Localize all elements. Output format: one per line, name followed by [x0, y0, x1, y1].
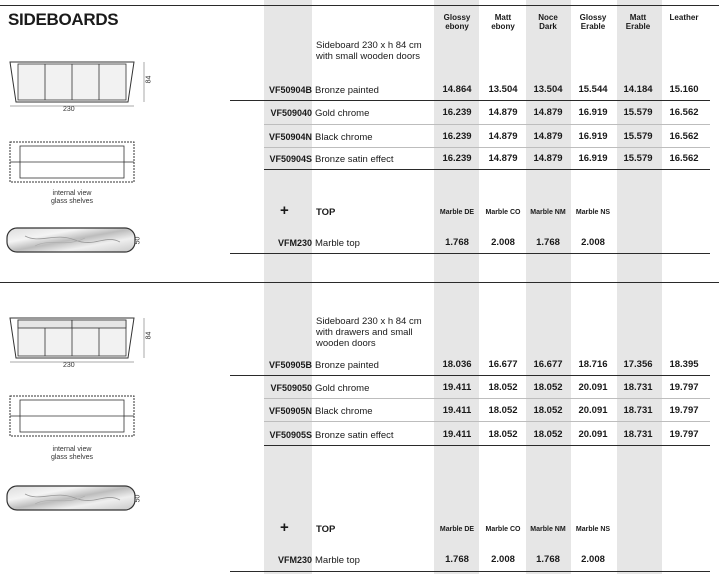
- price-cell: 20.091: [578, 429, 608, 440]
- price-cell: 16.562: [669, 131, 699, 142]
- product-code: VF50904B: [268, 85, 312, 95]
- row-divider: [264, 147, 710, 148]
- price-cell: 20.091: [578, 382, 608, 393]
- price-cell: 1.768: [445, 237, 469, 248]
- price-cell: 18.052: [488, 405, 518, 416]
- col-header-glossy-ebony: Glossy ebony: [443, 13, 471, 31]
- marble-top-drawing: [5, 484, 137, 512]
- price-cell: 14.864: [442, 84, 472, 95]
- finish-label: Bronze satin effect: [315, 154, 394, 165]
- price-cell: 18.052: [533, 405, 563, 416]
- price-cell: 14.879: [488, 131, 518, 142]
- price-cell: 18.052: [488, 429, 518, 440]
- product-code: VF509050: [270, 383, 312, 393]
- col-header-matt-erable: Matt Erable: [625, 13, 651, 31]
- row-divider: [264, 398, 710, 399]
- price-cell: 14.184: [623, 84, 653, 95]
- row-divider: [264, 124, 710, 125]
- price-cell: 16.919: [578, 131, 608, 142]
- price-cell: 15.544: [578, 84, 608, 95]
- finish-label: Marble top: [315, 238, 360, 249]
- price-cell: 16.562: [669, 107, 699, 118]
- finish-label: Black chrome: [315, 406, 373, 417]
- price-cell: 15.579: [623, 131, 653, 142]
- price-cell: 18.731: [623, 429, 653, 440]
- col-header-matt-ebony: Matt ebony: [491, 13, 515, 31]
- price-cell: 14.879: [533, 153, 563, 164]
- price-cell: 13.504: [533, 84, 563, 95]
- page-title: SIDEBOARDS: [8, 10, 119, 29]
- price-cell: 16.562: [669, 153, 699, 164]
- marble-header: Marble CO: [485, 526, 521, 533]
- top-height-dimension: 50: [134, 236, 142, 245]
- top-rule: [0, 5, 719, 6]
- price-cell: 18.716: [578, 359, 608, 370]
- marble-header: Marble NS: [575, 526, 611, 533]
- internal-view-caption: internal view glass shelves: [50, 446, 94, 461]
- top-option-label: TOP: [316, 207, 336, 218]
- col-header-noce-dark: Noce Dark: [538, 13, 558, 31]
- price-cell: 16.239: [442, 153, 472, 164]
- width-dimension: 230: [63, 362, 75, 369]
- product-code: VF50905N: [268, 406, 312, 416]
- finish-label: Bronze painted: [315, 360, 379, 371]
- height-dimension: 84: [145, 331, 153, 340]
- price-cell: 15.160: [669, 84, 699, 95]
- price-cell: 18.731: [623, 405, 653, 416]
- price-cell: 15.579: [623, 153, 653, 164]
- row-divider: [230, 253, 710, 254]
- price-cell: 18.052: [533, 429, 563, 440]
- finish-label: Black chrome: [315, 132, 373, 143]
- marble-top-drawing: [5, 226, 137, 254]
- price-cell: 16.919: [578, 153, 608, 164]
- price-cell: 16.239: [442, 131, 472, 142]
- price-cell: 1.768: [445, 554, 469, 565]
- product-code: VFM230: [277, 555, 312, 565]
- price-cell: 18.052: [533, 382, 563, 393]
- internal-view-caption: internal view glass shelves: [50, 190, 94, 205]
- price-cell: 18.731: [623, 382, 653, 393]
- width-dimension: 230: [63, 106, 75, 113]
- section-separator: [0, 282, 719, 283]
- product-code: VF509040: [270, 108, 312, 118]
- price-cell: 1.768: [536, 554, 560, 565]
- top-option-label: TOP: [316, 524, 336, 535]
- product-code: VF50905B: [268, 360, 312, 370]
- price-cell: 14.879: [488, 107, 518, 118]
- section-1-description: Sideboard 230 x h 84 cm with small wooden doors: [316, 40, 422, 62]
- price-cell: 2.008: [581, 237, 605, 248]
- price-cell: 15.579: [623, 107, 653, 118]
- price-cell: 17.356: [623, 359, 653, 370]
- finish-label: Bronze painted: [315, 85, 379, 96]
- finish-label: Gold chrome: [315, 383, 370, 394]
- finish-label: Gold chrome: [315, 108, 370, 119]
- price-cell: 16.239: [442, 107, 472, 118]
- product-code: VF50905S: [269, 430, 312, 440]
- marble-header: Marble NM: [530, 526, 566, 533]
- price-cell: 16.677: [488, 359, 518, 370]
- price-cell: 18.036: [442, 359, 472, 370]
- price-cell: 20.091: [578, 405, 608, 416]
- product-code: VF50904N: [268, 132, 312, 142]
- price-cell: 18.395: [669, 359, 699, 370]
- price-cell: 16.677: [533, 359, 563, 370]
- section-2-description: Sideboard 230 x h 84 cm with drawers and small wooden doors: [316, 316, 422, 349]
- price-cell: 2.008: [491, 237, 515, 248]
- row-divider: [230, 571, 710, 572]
- row-divider: [230, 100, 710, 101]
- price-cell: 14.879: [488, 153, 518, 164]
- plus-icon: +: [280, 202, 289, 219]
- price-cell: 19.797: [669, 429, 699, 440]
- marble-header: Marble CO: [485, 209, 521, 216]
- price-cell: 19.411: [442, 405, 472, 416]
- price-cell: 14.879: [533, 107, 563, 118]
- sideboard-drawers-front-drawing: [4, 314, 154, 372]
- price-cell: 14.879: [533, 131, 563, 142]
- price-cell: 13.504: [488, 84, 518, 95]
- finish-label: Bronze satin effect: [315, 430, 394, 441]
- price-cell: 1.768: [536, 237, 560, 248]
- product-code: VF50904S: [269, 154, 312, 164]
- sideboard-front-drawing: [4, 58, 154, 116]
- price-cell: 16.919: [578, 107, 608, 118]
- top-height-dimension: 50: [134, 494, 142, 503]
- plus-icon: +: [280, 519, 289, 536]
- price-cell: 2.008: [491, 554, 515, 565]
- price-cell: 19.797: [669, 382, 699, 393]
- col-header-glossy-erable: Glossy Erable: [579, 13, 607, 31]
- marble-header: Marble DE: [439, 526, 475, 533]
- price-cell: 19.797: [669, 405, 699, 416]
- price-cell: 2.008: [581, 554, 605, 565]
- price-cell: 19.411: [442, 382, 472, 393]
- product-code: VFM230: [277, 238, 312, 248]
- row-divider: [230, 375, 710, 376]
- price-cell: 18.052: [488, 382, 518, 393]
- row-divider: [264, 421, 710, 422]
- marble-header: Marble DE: [439, 209, 475, 216]
- row-divider: [264, 445, 710, 446]
- row-divider: [264, 169, 710, 170]
- price-cell: 19.411: [442, 429, 472, 440]
- sideboard-internal-drawing: [6, 140, 138, 186]
- marble-header: Marble NS: [575, 209, 611, 216]
- height-dimension: 84: [145, 75, 153, 84]
- sideboard-internal-drawing: [6, 394, 138, 440]
- finish-label: Marble top: [315, 555, 360, 566]
- marble-header: Marble NM: [530, 209, 566, 216]
- col-header-leather: Leather: [669, 13, 699, 22]
